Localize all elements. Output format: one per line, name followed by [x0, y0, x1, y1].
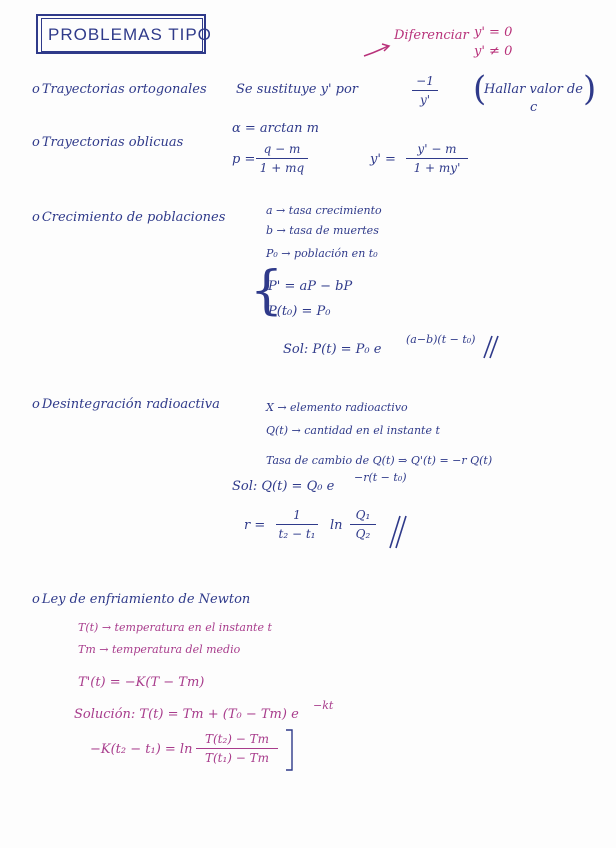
- note-prefix: Diferenciar: [394, 28, 469, 43]
- newton-k-fraction: [196, 732, 278, 765]
- newton-def-tm: Tm → temperatura del medio: [78, 643, 241, 656]
- newton-sol-exp: −kt: [313, 699, 334, 712]
- poblaciones-eq2: P(t₀) = P₀: [268, 304, 331, 319]
- oblicuas-y-label: y' =: [370, 152, 396, 167]
- end-bracket-icon: [284, 728, 296, 772]
- poblaciones-sol: Sol: P(t) = P₀ e: [283, 342, 382, 357]
- paren-open: (: [473, 69, 487, 109]
- note-line2: y' ≠ 0: [474, 44, 513, 59]
- heading-newton: o Ley de enfriamiento de Newton: [32, 593, 250, 606]
- desintegracion-r-label: r =: [244, 518, 266, 533]
- fraction-denominator: 1 + mq: [259, 161, 305, 175]
- newton-eq: T'(t) = −K(T − Tm): [78, 675, 205, 690]
- arrow-icon: [362, 40, 392, 60]
- fraction-numerator: q − m: [263, 142, 301, 156]
- note-line1: y' = 0: [474, 25, 513, 40]
- oblicuas-alpha: α = arctan m: [232, 121, 319, 136]
- desintegracion-sol-exp: −r(t − t₀): [354, 471, 407, 484]
- fraction-numerator: −1: [416, 74, 434, 88]
- paren-close: ): [583, 69, 597, 109]
- fraction-denominator: t₂ − t₁: [278, 527, 316, 541]
- ortogonales-text: Se sustituye y' por: [236, 82, 359, 97]
- fraction-numerator: 1: [293, 508, 301, 522]
- heading-ortogonales: o Trayectorias ortogonales: [32, 83, 207, 96]
- page-title: PROBLEMAS TIPO: [48, 25, 212, 44]
- fraction-denominator: y': [419, 93, 431, 107]
- oblicuas-p-fraction: [256, 142, 308, 175]
- desintegracion-def-q: Q(t) → cantidad en el instante t: [266, 424, 440, 437]
- oblicuas-y-fraction: [406, 142, 468, 175]
- fraction-numerator: T(t₂) − Tm: [204, 732, 270, 746]
- system-brace: {: [250, 261, 284, 321]
- heading-desintegracion: o Desintegración radioactiva: [32, 398, 220, 411]
- newton-sol: Solución: T(t) = Tm + (T₀ − Tm) e: [74, 707, 299, 722]
- fraction-denominator: 1 + my': [413, 161, 461, 175]
- poblaciones-eq1: P' = aP − bP: [268, 279, 353, 294]
- end-mark-icon: [482, 334, 500, 360]
- desintegracion-ln: ln: [330, 518, 343, 533]
- oblicuas-p-label: p =: [232, 152, 256, 167]
- end-mark-icon: [388, 514, 406, 550]
- poblaciones-def-a: a → tasa crecimiento: [266, 204, 382, 217]
- poblaciones-def-p0: P₀ → población en t₀: [266, 247, 378, 260]
- desintegracion-def-x: X → elemento radioactivo: [266, 401, 408, 414]
- fraction-denominator: T(t₁) − Tm: [204, 751, 270, 765]
- newton-k-label: −K(t₂ − t₁) = ln: [90, 742, 193, 757]
- desintegracion-sol: Sol: Q(t) = Q₀ e: [232, 479, 335, 494]
- desintegracion-q-fraction: [350, 508, 376, 541]
- heading-oblicuas: o Trayectorias oblicuas: [32, 136, 183, 149]
- fraction-numerator: Q₁: [355, 508, 371, 522]
- ortogonales-aside: Hallar valor de: [484, 82, 583, 97]
- poblaciones-sol-exp: (a−b)(t − t₀): [406, 333, 476, 346]
- desintegracion-def-tasa: Tasa de cambio de Q(t) ⇒ Q'(t) = −r Q(t): [266, 454, 493, 467]
- desintegracion-r-fraction: [276, 508, 318, 541]
- ortogonales-aside-c: c: [530, 100, 538, 115]
- ortogonales-fraction: [412, 74, 438, 107]
- newton-def-t: T(t) → temperatura en el instante t: [78, 621, 272, 634]
- fraction-denominator: Q₂: [355, 527, 371, 541]
- fraction-numerator: y' − m: [417, 142, 457, 156]
- poblaciones-def-b: b → tasa de muertes: [266, 224, 379, 237]
- heading-poblaciones: o Crecimiento de poblaciones: [32, 211, 225, 224]
